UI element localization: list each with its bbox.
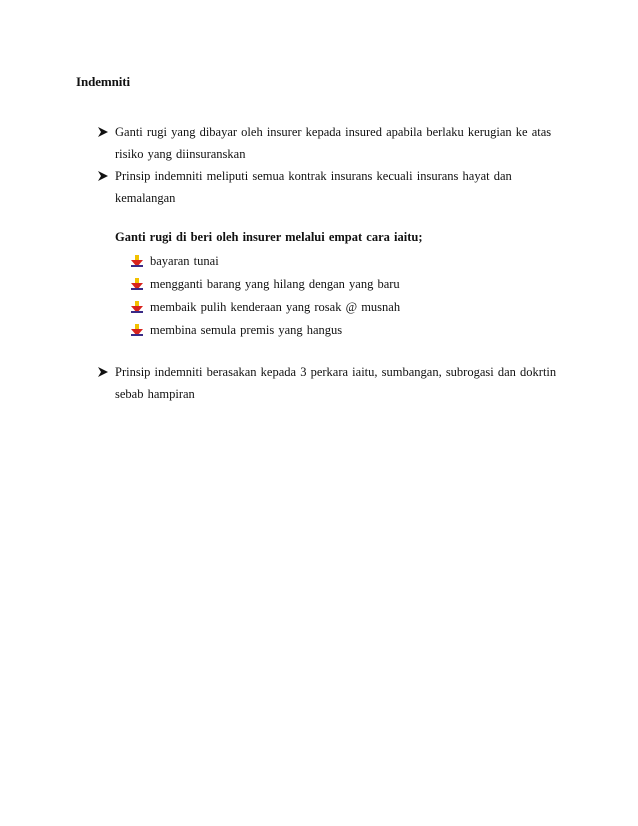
bullet-item [97,165,567,209]
down-arrow-bullet-icon [131,301,143,313]
list-item-text: bayaran tunai [150,254,219,268]
arrowhead-bullet-icon [97,126,109,138]
down-arrow-bullet-icon [131,278,143,290]
down-arrow-bullet-icon [131,255,143,267]
list-item-text: mengganti barang yang hilang dengan yang baru [150,277,400,291]
down-arrow-bullet-icon [131,324,143,336]
list-item-text: membina semula premis yang hangus [150,323,343,337]
arrowhead-bullet-icon [97,366,109,378]
bullet-text: Ganti rugi yang dibayar oleh insurer kepada insured apabila berlaku kerugian ke atas risiko yang diinsuranskan [115,125,552,161]
bullet-item [97,361,567,405]
list-item-text: membaik pulih kenderaan yang rosak @ musnah [150,300,401,314]
methods-heading: Ganti rugi di beri oleh insurer melalui empat cara iaitu; [115,230,423,244]
bullet-text: Prinsip indemniti meliputi semua kontrak insurans kecuali insurans hayat dan kemalangan [115,169,512,205]
arrowhead-bullet-icon [97,170,109,182]
bullet-text: Prinsip indemniti berasakan kepada 3 perkara iaitu, sumbangan, subrogasi dan dokrtin sebab hampiran [115,365,557,401]
document-title: Indemniti [76,74,131,89]
bullet-item [97,121,567,165]
